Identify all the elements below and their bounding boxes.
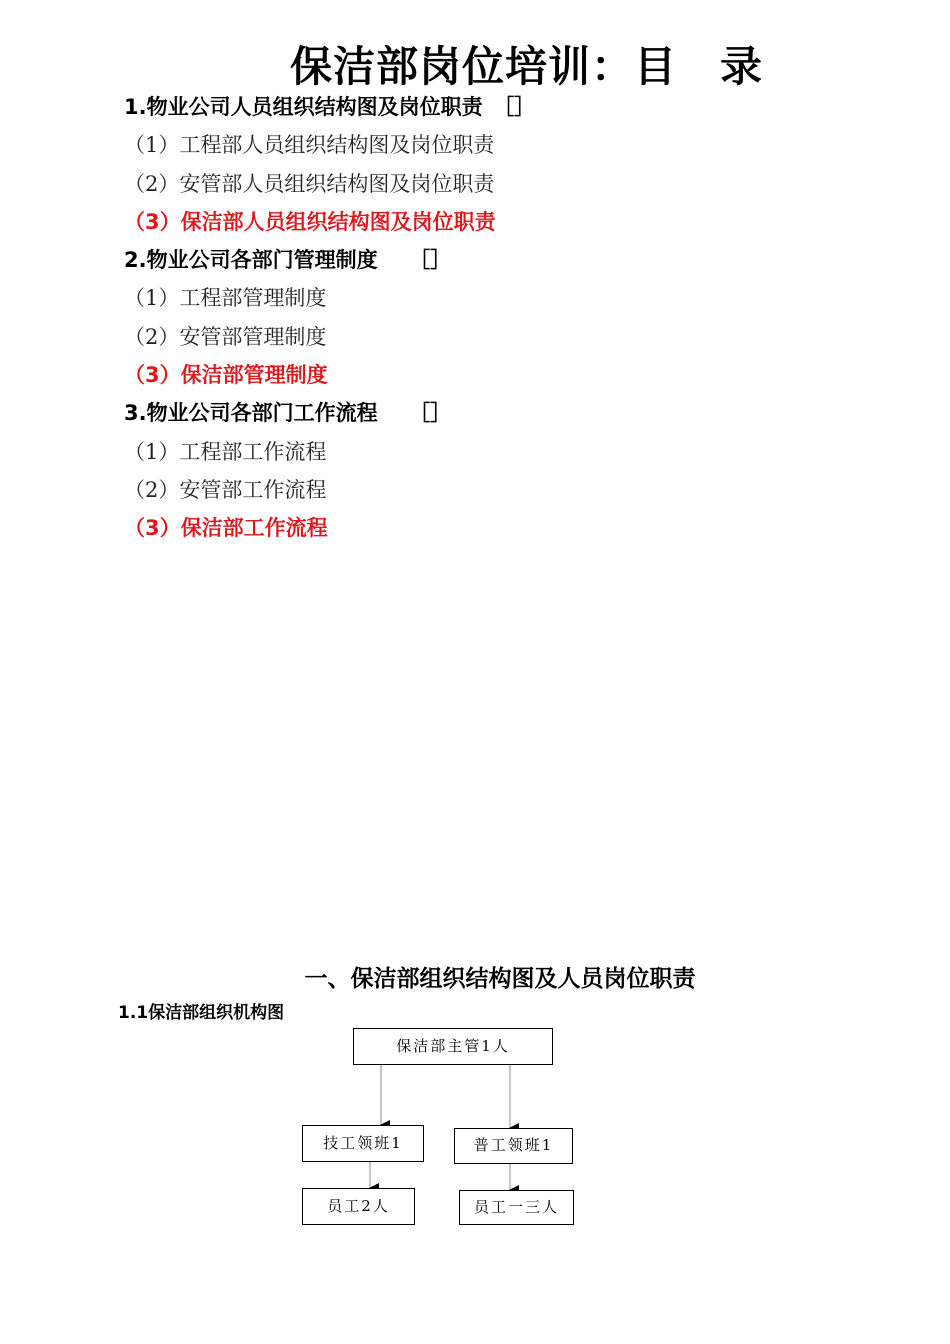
- org-node-right-lead: 普工领班1: [454, 1128, 573, 1164]
- toc-item: （1）工程部人员组织结构图及岗位职责: [124, 133, 495, 158]
- toc-item: 1.物业公司人员组织结构图及岗位职责 ［］: [124, 95, 536, 119]
- toc-item: 2.物业公司各部门管理制度 ［］: [124, 248, 452, 273]
- toc-item: 3.物业公司各部门工作流程 ［］: [124, 401, 452, 426]
- org-node-right-staff: 员工一三人: [459, 1190, 574, 1225]
- toc-item-highlighted: （3）保洁部管理制度: [124, 363, 328, 388]
- org-node-left-lead: 技工领班1: [302, 1125, 424, 1162]
- toc-item-highlighted: （3）保洁部工作流程: [124, 516, 328, 541]
- toc-item: （1）工程部管理制度: [124, 286, 327, 311]
- org-node-head: 保洁部主管1人: [353, 1028, 553, 1065]
- section-heading: 一、保洁部组织结构图及人员岗位职责: [304, 966, 696, 992]
- table-of-contents: [124, 88, 824, 548]
- toc-item: （2）安管部管理制度: [124, 324, 327, 349]
- toc-item: （2）安管部人员组织结构图及岗位职责: [124, 171, 495, 196]
- toc-item-highlighted: （3）保洁部人员组织结构图及岗位职责: [124, 209, 496, 234]
- toc-item: （2）安管部工作流程: [124, 477, 327, 502]
- org-node-left-staff: 员工2人: [302, 1188, 415, 1225]
- page-title: 保洁部岗位培训：目 录: [290, 42, 764, 91]
- sub-heading: 1.1保洁部组织机构图: [118, 1003, 285, 1023]
- toc-item: （1）工程部工作流程: [124, 439, 327, 464]
